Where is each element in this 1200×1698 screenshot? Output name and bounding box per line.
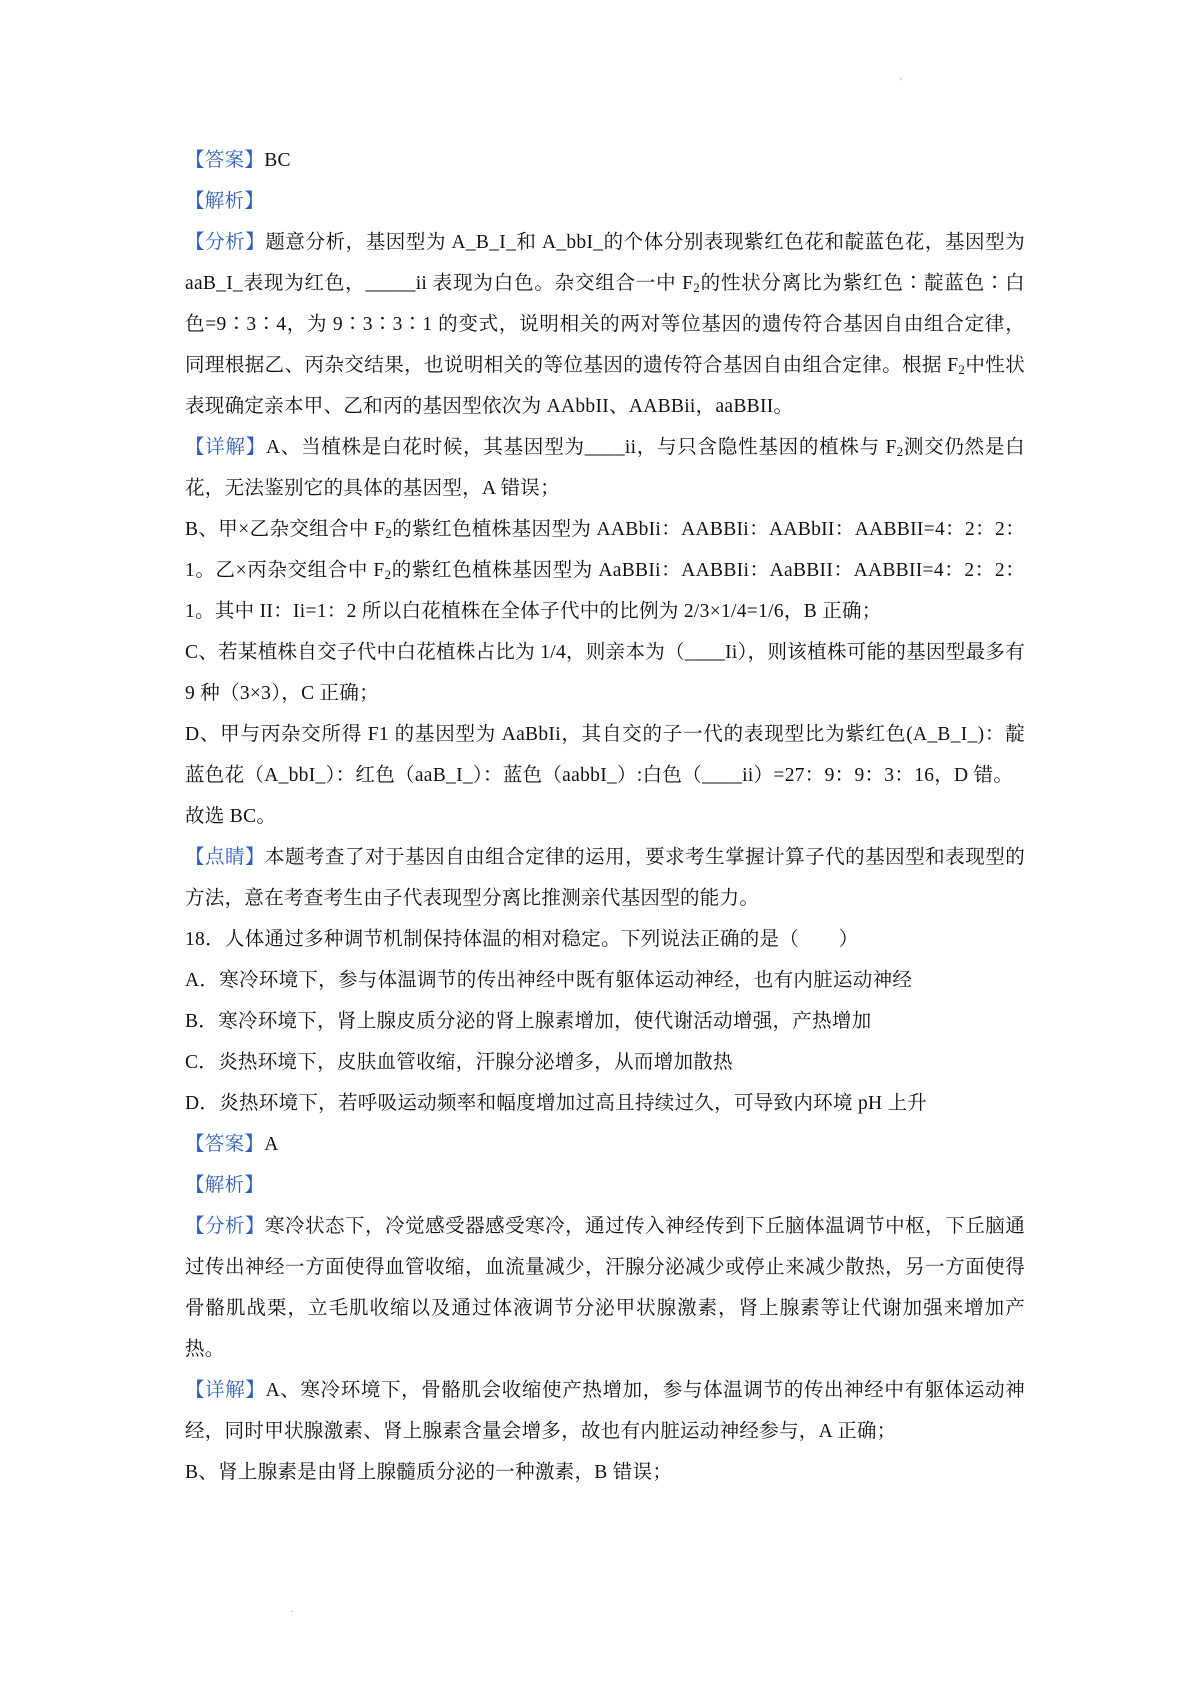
- fenxi-tag: 【分析】: [185, 1216, 266, 1237]
- subscript-2: 2: [693, 280, 701, 295]
- q17-detail-a-text-2: 测交仍然是白花，无法鉴别它的具体的基因型，A 错误；: [185, 437, 1025, 499]
- q17-detail-b-text-3: 的紫红色植株基因型为 AaBBIi：AABBIi：AaBBII：AABBII=4：2：2：1。其中 II：Ii=1：2 所以白花植株在全体子代中的比例为 2/3×1/4=1/6，B 正确；: [185, 560, 1025, 622]
- q18-option-a: A．寒冷环境下，参与体温调节的传出神经中既有躯体运动神经，也有内脏运动神经: [185, 970, 913, 991]
- q17-detail-b-text-1: B、甲×乙杂交组合中 F: [185, 519, 386, 540]
- q18-option-b: B．寒冷环境下，肾上腺皮质分泌的肾上腺素增加，使代谢活动增强，产热增加: [185, 1011, 872, 1032]
- q17-fenxi-paragraph: [185, 222, 1025, 427]
- q17-detail-c: C、若某植株自交子代中白花植株占比为 1/4，则亲本为（____Ii），则该植株可能的基因型最多有 9 种（3×3），C 正确；: [185, 642, 1025, 704]
- q18-option-c: C．炎热环境下，皮肤血管收缩，汗腺分泌增多，从而增加散热: [185, 1052, 733, 1073]
- q18-fenxi-text: 寒冷状态下，冷觉感受器感受寒冷，通过传入神经传到下丘脑体温调节中枢，下丘脑通过传出神经一方面使得血管收缩，血流量减少，汗腺分泌减少或停止来减少散热，另一方面使得骨骼肌战栗，立毛肌收缩以及通过体液调节分泌甲状腺激素，肾上腺素等让代谢加强来增加产热。: [185, 1216, 1026, 1360]
- analysis-tag: 【解析】: [185, 1175, 265, 1196]
- q18-detail-a: [185, 1370, 1025, 1452]
- xiangjie-tag: 【详解】: [185, 437, 267, 458]
- q18-detail-a-text: A、寒冷环境下，骨骼肌会收缩使产热增加，参与体温调节的传出神经中有躯体运动神经，同时甲状腺激素、肾上腺素含量会增多，故也有内脏运动神经参与，A 正确；: [185, 1380, 1026, 1442]
- dianjing-tag: 【点睛】: [185, 847, 266, 868]
- q18-fenxi-paragraph: [185, 1206, 1025, 1370]
- q18-answer: A: [264, 1134, 279, 1155]
- q18-answer-line: [185, 1124, 1025, 1165]
- q17-fenxi-text-2: 的性状分离比为紫红色∶靛蓝色∶白色=9∶3∶4，为 9∶3∶3∶1 的变式，说明相关的两对等位基因的遗传符合基因自由组合定律，同理根据乙、丙杂交结果，也说明相关的等位基因的遗传符合基因自由组合定律。根据 F: [185, 273, 1025, 376]
- document-body: [185, 140, 1025, 1493]
- subscript-2: 2: [384, 567, 392, 582]
- corner-mark: ': [900, 77, 902, 88]
- fenxi-tag: 【分析】: [185, 232, 266, 253]
- q18-option-d: D．炎热环境下，若呼吸运动频率和幅度增加过高且持续过久，可导致内环境 pH 上升: [185, 1093, 928, 1114]
- analysis-tag: 【解析】: [185, 191, 265, 212]
- q18-analysis-heading: [185, 1165, 1025, 1206]
- answer-tag: 【答案】: [185, 1134, 265, 1155]
- q17-analysis-heading: [185, 181, 1025, 222]
- subscript-2: 2: [385, 526, 393, 541]
- subscript-2: 2: [896, 444, 904, 459]
- q17-dianjing: [185, 837, 1025, 919]
- q17-detail-d: D、甲与丙杂交所得 F1 的基因型为 AaBbIi，其自交的子一代的表现型比为紫红色(A_B_I_)：靛蓝色花（A_bbI_）：红色（aaB_I_）：蓝色（aabbI_）:白色（____ii）=27：9：9：3：16，D 错。: [185, 724, 1025, 786]
- q17-conclusion: 故选 BC。: [185, 806, 277, 827]
- q17-fenxi-text-3: 中性状表现确定亲本甲、乙和丙的基因型依次为 AAbbII、AABBii，aaBBII。: [185, 355, 1025, 417]
- q17-detail-b: [185, 509, 1025, 632]
- q17-detail-a: [185, 427, 1025, 509]
- q17-answer: BC: [264, 150, 291, 171]
- q17-dianjing-text: 本题考查了对于基因自由组合定律的运用，要求考生掌握计算子代的基因型和表现型的方法，意在考查考生由子代表现型分离比推测亲代基因型的能力。: [185, 847, 1026, 909]
- q17-detail-a-text-1: A、当植株是白花时候，其基因型为____ii，与只含隐性基因的植株与 F: [266, 437, 897, 458]
- q18-stem: 18．人体通过多种调节机制保持体温的相对稳定。下列说法正确的是（ ）: [185, 929, 859, 950]
- xiangjie-tag: 【详解】: [185, 1380, 266, 1401]
- q18-detail-b: B、肾上腺素是由肾上腺髓质分泌的一种激素，B 错误；: [185, 1462, 673, 1483]
- q17-fenxi-text-1: 题意分析，基因型为 A_B_I_和 A_bbI_的个体分别表现紫红色花和靛蓝色花，基因型为 aaB_I_表现为红色，_____ii 表现为白色。杂交组合一中 F: [185, 232, 1025, 294]
- bottom-mark: ·: [290, 1607, 294, 1618]
- q17-detail-b-text-2: 的紫红色植株基因型为 AABbIi：AABBIi：AABbII：AABBII=4：2：2：1。乙×丙杂交组合中 F: [185, 519, 1025, 581]
- answer-tag: 【答案】: [185, 150, 265, 171]
- q17-answer-line: [185, 140, 1025, 181]
- subscript-2: 2: [958, 362, 966, 377]
